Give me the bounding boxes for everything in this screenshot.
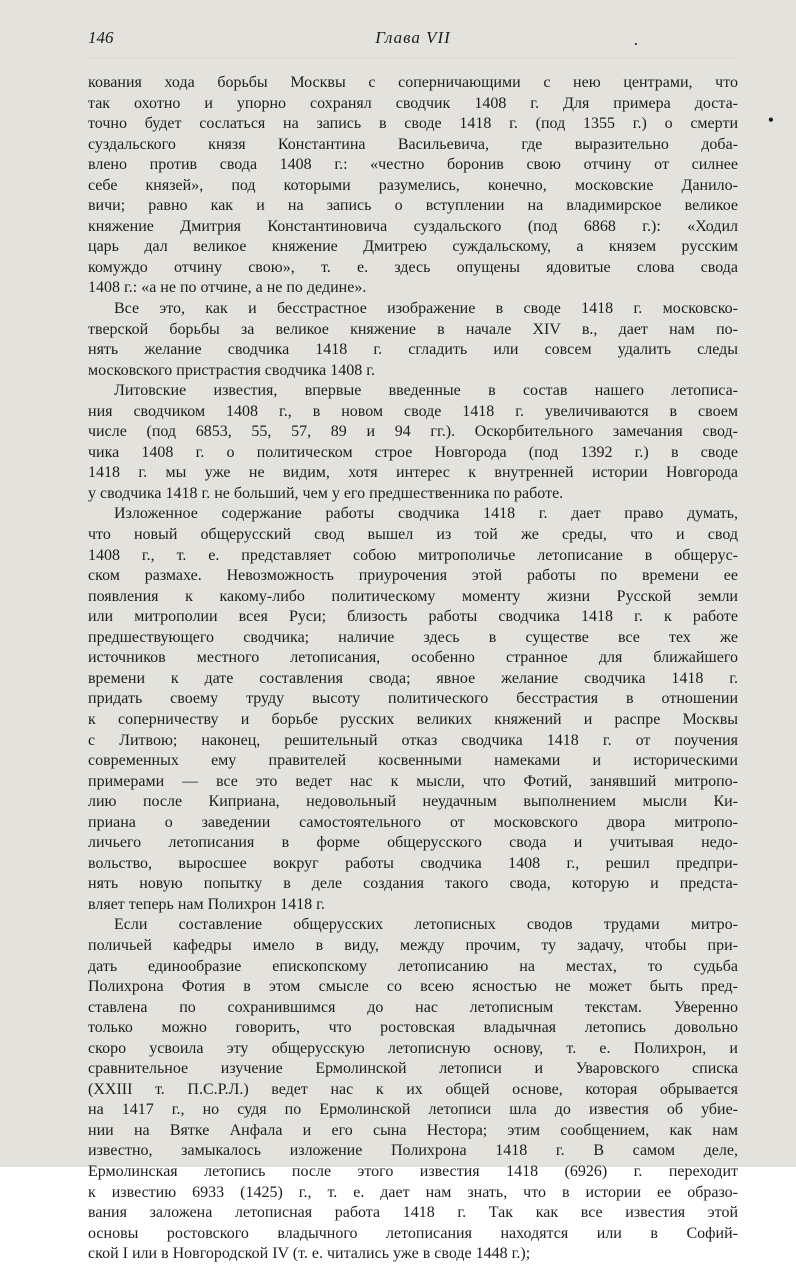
text-line: ставлена по сохранившимся до нас летописным текстам. Уверенно [88,998,738,1016]
text-line: Полихрона Фотия в этом смысле со всею ясностью не может быть пред- [88,978,738,996]
text-line: только можно говорить, что ростовская владычная летопись довольно [88,1019,738,1037]
paragraph [88,299,738,381]
text-line: современных ему правителей косвенными намеками и историческими [88,752,738,770]
text-line: 1418 г. мы уже не видим, хотя интерес к внутренней истории Новгорода [88,464,738,482]
text-line: себе князей», под которыми разумелись, конечно, московские Данило- [88,176,738,194]
page-header [88,28,738,59]
running-title: Глава VII [375,28,451,47]
text-line: сравнительное изучение Ермолинской летописи и Уваровского списка [88,1060,738,1078]
text-line: тверской борьбы за великое княжение в начале XIV в., дает нам по- [88,320,738,338]
text-line: примерами — все это ведет нас к мысли, что Фотий, занявший митропо- [88,772,738,790]
text-line: источников местного летописания, особенно странное для ближайшего [88,649,738,667]
paragraph [88,915,738,1264]
text-line: нять новую попытку в деле создания такого свода, которую и предста- [88,875,738,893]
text-line: московского пристрастия сводчика 1408 г. [88,361,376,379]
text-line: влено против свода 1408 г.: «честно боронив свою отчину от силнее [88,156,738,174]
text-line: 1408 г.: «а не по отчине, а не по дедине». [88,279,367,297]
text-line: лию после Киприана, недовольный неудачным выполнением мысли Ки- [88,793,738,811]
text-line: Литовские известия, впервые введенные в состав нашего летописа- [114,382,738,400]
text-line: Если составление общерусских летописных сводов трудами митро- [114,916,738,934]
text-line: времени к дате составления свода; явное желание сводчика 1418 г. [88,669,738,687]
text-line: чика 1408 г. о политическом строе Новгорода (под 1392 г.) в своде [88,443,738,461]
text-line: личьего летописания в форме общерусского свода и учитывая недо- [88,834,738,852]
paragraph [88,504,738,915]
text-line: Ермолинская летопись после этого известия 1418 (6926) г. переходит [88,1162,738,1180]
text-line: точно будет сослаться на запись в своде 1418 г. (под 1355 г.) о смерти [88,115,738,133]
text-line: приана о заведении самостоятельного от московского двора митропо- [88,813,738,831]
text-line: дать единообразие епископскому летописанию на местах, то судьба [88,957,738,975]
text-line: ском размахе. Невозможность приурочения этой работы по времени ее [88,567,738,585]
text-line: числе (под 6853, 55, 57, 89 и 94 гг.). Оскорбительного замечания свод- [88,423,738,441]
text-line: нии на Вятке Анфала и его сына Нестора; этим сообщением, как нам [88,1121,738,1139]
text-line: поличьей кафедры имело в виду, между прочим, ту задачу, чтобы при- [88,936,738,954]
text-line: к соперничеству и борьбе русских великих княжений и распре Москвы [88,710,738,728]
text-line: скоро усвоила эту общерусскую летописную основу, т. е. Полихрон, и [88,1039,738,1057]
margin-speck: • [767,110,774,130]
text-line: комуждо отчину свою», т. е. здесь опущены ядовитые слова свода [88,258,738,276]
text-line: так охотно и упорно сохранял сводчик 1408 г. Для примера доста- [88,94,738,112]
text-line: с Литвою; наконец, решительный отказ сводчика 1418 г. от поучения [88,731,738,749]
text-line: 1408 г., т. е. представляет собою митрополичье летописание в общерус- [88,546,738,564]
text-line: нять желание сводчика 1418 г. сгладить или совсем удалить следы [88,341,738,359]
page-number: 146 [88,28,114,47]
text-line: появления к какому-либо политическому моменту жизни Русской земли [88,587,738,605]
text-line: кования хода борьбы Москвы с соперничающими с нею центрами, что [88,74,738,91]
text-line: к известию 6933 (1425) г., т. е. дает нам знать, что в истории ее образо- [88,1183,738,1201]
text-line: царь дал великое княжение Дмитрею суждальскому, а князем русским [88,238,738,256]
text-line: известно, замыкалось изложение Полихрона 1418 г. В самом деле, [88,1142,738,1160]
text-line: на 1417 г., но судя по Ермолинской летописи шла до известия об убие- [88,1101,738,1119]
text-line: Изложенное содержание работы сводчика 1418 г. дает право думать, [114,505,738,523]
text-line: или митрополии всея Руси; близость работы сводчика 1418 г. к работе [88,608,738,626]
text-line: основы ростовского владычного летописания находятся или в Софий- [88,1224,738,1242]
text-line: ния сводчиком 1408 г., в новом своде 1418 г. увеличиваются в своем [88,402,738,420]
text-line: вляет теперь нам Полихрон 1418 г. [88,895,325,913]
text-line: вания заложена летописная работа 1418 г. Так как все известия этой [88,1204,738,1222]
text-line: вольство, выросшее вокруг работы сводчика 1408 г., решил предпри- [88,854,738,872]
paragraph [88,73,738,299]
text-line: суздальского князя Константина Васильевича, где выразительно доба- [88,135,738,153]
text-line: (XXIII т. П.С.Р.Л.) ведет нас к их общей основе, которая обрывается [88,1080,738,1098]
text-line: предшествующего сводчика; наличие здесь в существе все тех же [88,628,738,646]
text-line: вичи; равно как и на запись о вступлении на владимирское великое [88,197,738,215]
text-line: что новый общерусский свод вышел из той же среды, что и свод [88,526,738,544]
text-line: княжение Дмитрия Константиновича суздальского (под 6868 г.): «Ходил [88,217,738,235]
text-line: ской I или в Новгородской IV (т. е. читались уже в своде 1448 г.); [88,1245,531,1263]
print-speck: . [633,30,638,49]
paragraph [88,381,738,504]
text-line: у сводчика 1418 г. не больший, чем у его предшественника по работе. [88,484,564,502]
body-text [88,73,738,1265]
text-line: Все это, как и бесстрастное изображение в своде 1418 г. московско- [114,300,738,318]
text-line: придать своему труду высоту политического бесстрастия в отношении [88,690,738,708]
